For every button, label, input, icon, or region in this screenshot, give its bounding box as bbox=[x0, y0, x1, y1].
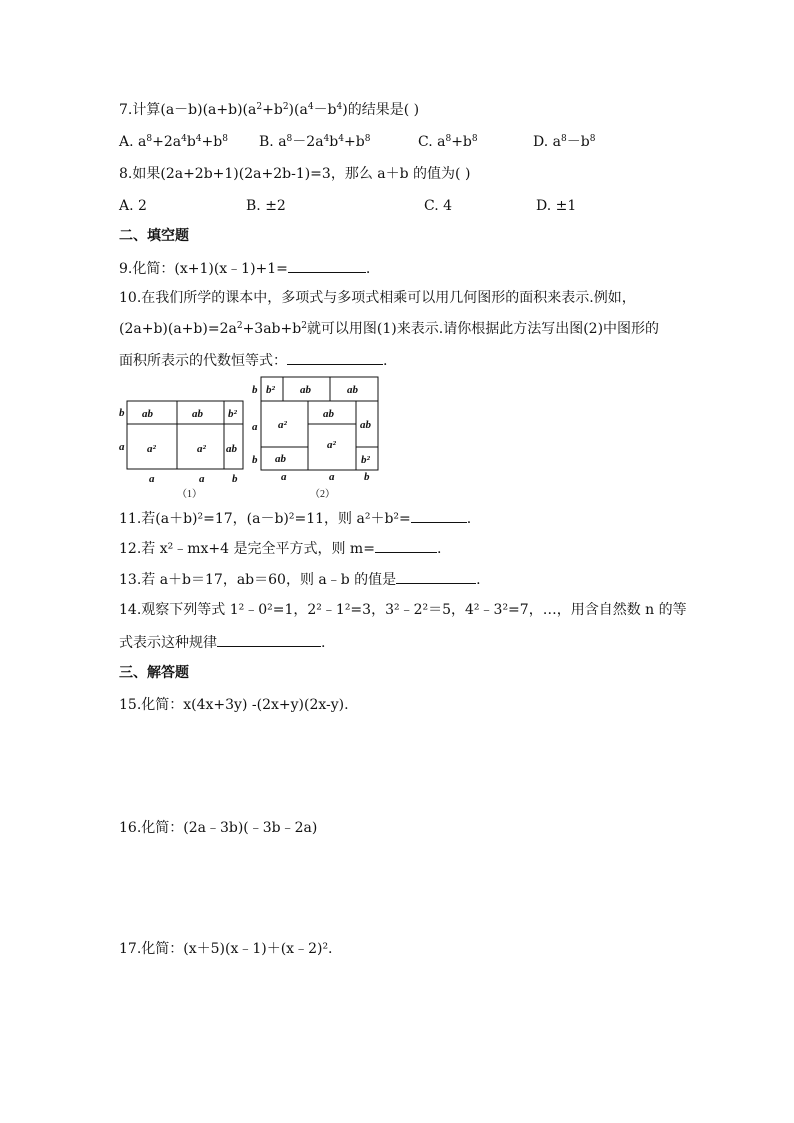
answer-blank-11[interactable] bbox=[411, 508, 467, 523]
fig1-side-label-a: a bbox=[119, 441, 125, 453]
fig1-caption: （1） bbox=[177, 489, 202, 500]
fig2-cell-ab-mid: ab bbox=[323, 408, 334, 420]
question-14-line-1: 14.观察下列等式 1²﹣0²=1，2²﹣1²=3，3²﹣2²＝5，4²﹣3²=7，…，用含自然数 n 的等 bbox=[119, 602, 687, 618]
fig2-cell-a2-mid: a² bbox=[327, 439, 336, 451]
fig2-caption: （2） bbox=[310, 489, 335, 500]
fig2-cell-ab-top-2: ab bbox=[347, 384, 358, 396]
answer-blank-12[interactable] bbox=[375, 538, 437, 553]
figure-2 bbox=[252, 377, 378, 500]
fig2-bottom-label-a-1: a bbox=[281, 471, 287, 483]
q7-option-c: C. $a^8+b^8$ bbox=[418, 134, 478, 150]
section-heading-fill-in: 二、填空题 bbox=[119, 228, 189, 244]
question-15: 15.化简：x(4x+3y) -(2x+y)(2x-y). bbox=[119, 697, 349, 713]
fig2-bottom-label-a-2: a bbox=[329, 471, 335, 483]
q7-option-a: A. $a^8+2a^4b^4+b^8$ bbox=[119, 134, 228, 150]
answer-blank-9[interactable] bbox=[288, 258, 366, 273]
q8-option-b: B. ±2 bbox=[246, 198, 286, 214]
fig2-cell-ab-left: ab bbox=[275, 453, 286, 465]
q8-option-d: D. ±1 bbox=[536, 198, 577, 214]
fig2-side-label-b-bottom: b bbox=[252, 454, 258, 466]
question-11: 11.若(a＋b)²=17，(a－b)²=11，则 a²＋b²= . bbox=[119, 508, 471, 529]
answer-blank-14[interactable] bbox=[217, 632, 321, 647]
q8-option-c: C. 4 bbox=[424, 198, 453, 214]
fig1-cell-ab-2: ab bbox=[192, 408, 203, 420]
fig1-bottom-label-a-2: a bbox=[199, 473, 205, 485]
question-16: 16.化简：(2a﹣3b)(﹣3b﹣2a) bbox=[119, 820, 318, 836]
question-10-line-3: 面积所表示的代数恒等式： . bbox=[119, 350, 387, 371]
fig2-cell-ab-top-1: ab bbox=[300, 384, 311, 396]
question-14-line-2: 式表示这种规律 . bbox=[119, 632, 325, 653]
fig1-bottom-label-a-1: a bbox=[149, 473, 155, 485]
fig1-cell-a2-2: a² bbox=[197, 443, 206, 455]
fig1-side-label-b: b bbox=[119, 407, 125, 419]
section-heading-solve: 三、解答题 bbox=[119, 665, 189, 681]
fig2-side-label-a: a bbox=[252, 421, 258, 433]
area-model-figures bbox=[115, 372, 385, 504]
fig2-cell-b2-right: b² bbox=[361, 454, 370, 466]
fig2-cell-a2-left: a² bbox=[278, 419, 287, 431]
fig2-cell-b2: b² bbox=[266, 384, 275, 396]
fig2-bottom-label-b: b bbox=[364, 471, 370, 483]
question-12: 12.若 x²﹣mx+4 是完全平方式，则 m= . bbox=[119, 538, 441, 559]
question-13: 13.若 a＋b＝17，ab＝60，则 a﹣b 的值是 . bbox=[119, 569, 481, 590]
answer-blank-13[interactable] bbox=[396, 569, 476, 584]
figure-1 bbox=[119, 401, 243, 500]
answer-blank-10[interactable] bbox=[287, 350, 383, 365]
fig1-cell-ab-1: ab bbox=[142, 408, 153, 420]
q7-option-d: D. $a^8-b^8$ bbox=[533, 134, 596, 150]
question-10-line-2: $(2a+b)(a+b)=2a^2+3ab+b^2$就可以用图(1)来表示.请你根据此方法写出图(2)中图形的 bbox=[119, 321, 660, 337]
fig1-cell-b2: b² bbox=[228, 408, 237, 420]
fig2-side-label-b-top: b bbox=[252, 384, 258, 396]
fig1-bottom-label-b: b bbox=[232, 473, 238, 485]
question-8-stem: 8.如果(2a+2b+1)(2a+2b-1)=3，那么 a＋b 的值为( ) bbox=[119, 166, 471, 182]
question-9: 9.化简：(x+1)(x﹣1)+1= . bbox=[119, 258, 370, 279]
fig1-cell-a2-1: a² bbox=[147, 443, 156, 455]
q8-option-a: A. 2 bbox=[119, 198, 147, 214]
q7-option-b: B. $a^8-2a^4b^4+b^8$ bbox=[259, 134, 371, 150]
fig2-cell-ab-right: ab bbox=[360, 419, 371, 431]
question-17: 17.化简：(x＋5)(x﹣1)＋(x﹣2)². bbox=[119, 941, 333, 957]
question-7-stem: 7.计算$(a-b)(a+b)(a^2+b^2)(a^4-b^4)$的结果是( ) bbox=[119, 102, 420, 118]
question-10-line-1: 10.在我们所学的课本中，多项式与多项式相乘可以用几何图形的面积来表示.例如， bbox=[119, 290, 636, 306]
fig1-cell-ab-3: ab bbox=[226, 443, 237, 455]
